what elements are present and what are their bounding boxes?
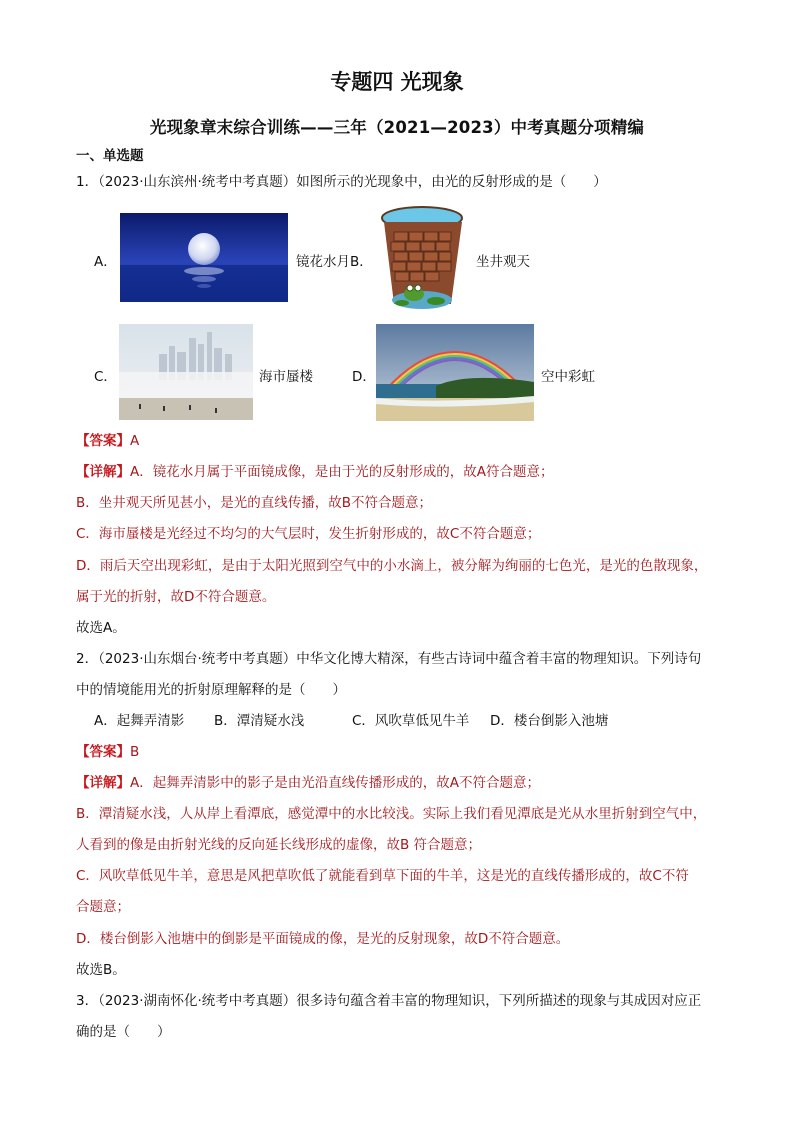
q2-stem: 中的情境能用光的折射原理解释的是（ ） (76, 682, 346, 698)
mirage-city-photo (119, 324, 253, 420)
answer-tag: 【答案】 (76, 433, 130, 449)
q2-conclusion: 故选B。 (76, 962, 126, 978)
q1-option-d-letter: D． (352, 369, 376, 385)
q1-detail-line: C．海市蜃楼是光经过不均匀的大气层时，发生折射形成的，故C不符合题意； (76, 526, 541, 542)
q1-detail-line (76, 462, 553, 482)
page-subtitle: 光现象章末综合训练——三年（2021—2023）中考真题分项精编 (149, 118, 645, 137)
q2-detail-line: B．潭清疑水浅，人从岸上看潭底，感觉潭中的水比较浅。实际上我们看见潭底是光从水里折射到空气中， (76, 806, 707, 822)
q2-option-a: A．起舞弄清影 (94, 713, 185, 729)
rainbow-beach-photo (376, 324, 534, 421)
q2-detail-line: D．楼台倒影入池塘中的倒影是平面镜成的像，是光的反射现象，故D不符合题意。 (76, 931, 570, 947)
q3-stem: 确的是（ ） (76, 1024, 171, 1040)
answer-tag: 【答案】 (76, 744, 130, 760)
section-heading: 一、单选题 (76, 148, 144, 164)
q2-detail-line: C．风吹草低见牛羊，意思是风把草吹低了就能看到草下面的牛羊，这是光的直线传播形成的，故C不符 (76, 868, 689, 884)
q1-option-d-label: 空中彩虹 (541, 369, 595, 385)
q2-detail-line: 人看到的像是由折射光线的反向延长线形成的虚像，故B 符合题意； (76, 837, 482, 853)
q1-option-b-letter: B． (350, 254, 373, 270)
detail-text: A．起舞弄清影中的影子是由光沿直线传播形成的，故A不符合题意； (130, 775, 540, 791)
q3-stem: 3．（2023·湖南怀化·统考中考真题）很多诗句蕴含着丰富的物理知识，下列所描述的现象与其成因对应正 (76, 993, 702, 1009)
q1-detail-line: B．坐井观天所见甚小，是光的直线传播，故B不符合题意； (76, 495, 433, 511)
q1-detail-line: D．雨后天空出现彩虹，是由于太阳光照到空气中的小水滴上，被分解为绚丽的七色光，是光的色散现象， (76, 558, 708, 574)
q2-option-c: C．风吹草低见牛羊 (352, 713, 470, 729)
q2-stem: 2．（2023·山东烟台·统考中考真题）中华文化博大精深，有些古诗词中蕴含着丰富的物理知识。下列诗句 (76, 651, 702, 667)
q2-detail-line (76, 773, 540, 793)
q1-option-a-letter: A． (94, 254, 117, 270)
q2-option-b: B．潭清疑水浅 (214, 713, 305, 729)
answer-value: B (130, 744, 140, 760)
q2-detail-line: 合题意； (76, 899, 130, 915)
frog-in-well-illustration (376, 204, 469, 312)
q1-answer (76, 431, 139, 451)
page-title: 专题四 光现象 (330, 70, 464, 94)
q1-option-a-label: 镜花水月 (296, 254, 350, 270)
q1-detail-line: 属于光的折射，故D不符合题意。 (76, 589, 276, 605)
q1-conclusion: 故选A。 (76, 620, 126, 636)
detail-tag: 【详解】 (76, 464, 130, 480)
q1-option-c-label: 海市蜃楼 (259, 369, 313, 385)
q2-option-d: D．楼台倒影入池塘 (490, 713, 609, 729)
answer-value: A (130, 433, 140, 449)
q1-option-c-letter: C． (94, 369, 117, 385)
moon-reflection-photo (120, 213, 288, 302)
detail-text: A．镜花水月属于平面镜成像，是由于光的反射形成的，故A符合题意； (130, 464, 554, 480)
q2-answer (76, 742, 139, 762)
q1-option-b-label: 坐井观天 (476, 254, 530, 270)
q1-stem: 1．（2023·山东滨州·统考中考真题）如图所示的光现象中，由光的反射形成的是（ ） (76, 174, 607, 190)
detail-tag: 【详解】 (76, 775, 130, 791)
